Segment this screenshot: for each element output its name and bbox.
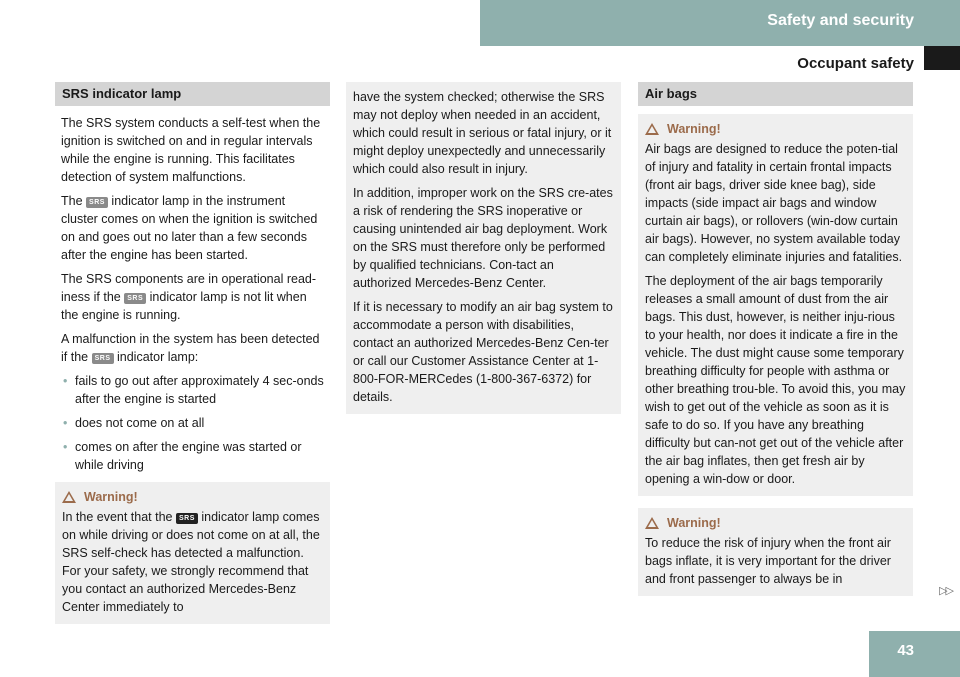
srs-indicator-icon: SRS [92, 353, 114, 364]
paragraph: A malfunction in the system has been detected if the SRS indicator lamp: [61, 332, 320, 364]
warning-triangle-icon [645, 517, 659, 529]
paragraph: The SRS indicator lamp in the instrument cluster comes on when the ignition is switched on and goes out no later than a few seconds after the engine has been started. [61, 194, 318, 262]
section-title: Safety and security [767, 12, 914, 29]
warning-text: To reduce the risk of injury when the front air bags inflate, it is very important for the driver and front passenger to always be in [645, 536, 891, 586]
warning-triangle-icon [62, 491, 76, 503]
srs-indicator-icon: SRS [176, 513, 198, 524]
paragraph: have the system checked; otherwise the SRS may not deploy when needed in an accident, which could result in serious or fatal injury, or it might deploy unexpectedly and unnecessarily which could also result in injury. [353, 90, 612, 176]
bullet-list [61, 372, 324, 474]
warning-box [638, 508, 913, 596]
bullet-icon: • [63, 416, 68, 430]
warning-title: Warning! [62, 488, 323, 506]
bullet-icon: • [63, 374, 68, 388]
paragraph: The SRS components are in operational read-iness if the SRS indicator lamp is not lit when the engine is running. [61, 272, 317, 322]
warning-box [638, 114, 913, 496]
paragraph: In addition, improper work on the SRS cre-ates a risk of rendering the SRS inoperative or causing unintended air bag deployment. Work on the SRS must therefore only be performed by qualified technicians. Con-tact an authorized Mercedes-Benz Center. [353, 186, 613, 290]
srs-indicator-icon: SRS [124, 293, 146, 304]
warning-box [55, 482, 330, 624]
warning-text: The deployment of the air bags temporarily releases a small amount of dust from the air bags. This dust, however, is neither inju-rious to your health, nor does it indicate a fire in the vehicle. The dust might cause some temporary breathing difficulty for people with asthma or other breathing trou-ble. To avoid this, you may wish to get out of the vehicle as soon as it is safe to do so. If you have any breathing difficulty but can-not get out of the vehicle after the air bag inflates, then get fresh air by opening a win-dow or door. [645, 274, 906, 486]
list-item: • fails to go out after approximately 4 sec-onds after the engine is started [63, 374, 324, 406]
section-header-tab [480, 0, 960, 46]
warning-box-continued [346, 82, 621, 414]
subsection-title: Occupant safety [797, 55, 914, 72]
page-number-tab [869, 631, 960, 677]
warning-text: Air bags are designed to reduce the poten-tial of injury and fatality in certain frontal impacts (front air bags, driver side knee bag), side impacts (side impact air bags and window curtain air bags), or rollovers (win-dow curtain air bags). However, no system available today can completely eliminate injuries and fatalities. [645, 142, 903, 264]
column-2 [346, 82, 621, 414]
page-number: 43 [897, 642, 914, 659]
section-heading-airbags: Air bags [638, 82, 913, 106]
list-item: • does not come on at all [63, 416, 205, 430]
warning-title: Warning! [645, 514, 906, 532]
continue-arrow-icon: ▷▷ [939, 585, 952, 597]
section-heading-srs: SRS indicator lamp [55, 82, 330, 106]
list-item: • comes on after the engine was started or while driving [63, 440, 302, 472]
bullet-icon: • [63, 440, 68, 454]
warning-text: In the event that the SRS indicator lamp comes on while driving or does not come on at all, the SRS self-check has detected a malfunction. For your safety, we strongly recommend that you contact an authorized Mercedes-Benz Center immediately to [62, 510, 320, 614]
column-3 [638, 82, 913, 596]
corner-marker [924, 46, 960, 70]
paragraph: If it is necessary to modify an air bag system to accommodate a person with disabilities, contact an authorized Mercedes-Benz Cen-ter or call our Customer Assistance Center at 1-800-FOR-MERCedes (1-800-367-6372) for details. [353, 300, 613, 404]
srs-indicator-icon: SRS [86, 197, 108, 208]
paragraph: The SRS system conducts a self-test when the ignition is switched on and in regular intervals while the engine is running. This facilitates detection of system malfunctions. [61, 116, 321, 184]
warning-triangle-icon [645, 123, 659, 135]
column-1 [55, 82, 330, 624]
warning-title: Warning! [645, 120, 906, 138]
